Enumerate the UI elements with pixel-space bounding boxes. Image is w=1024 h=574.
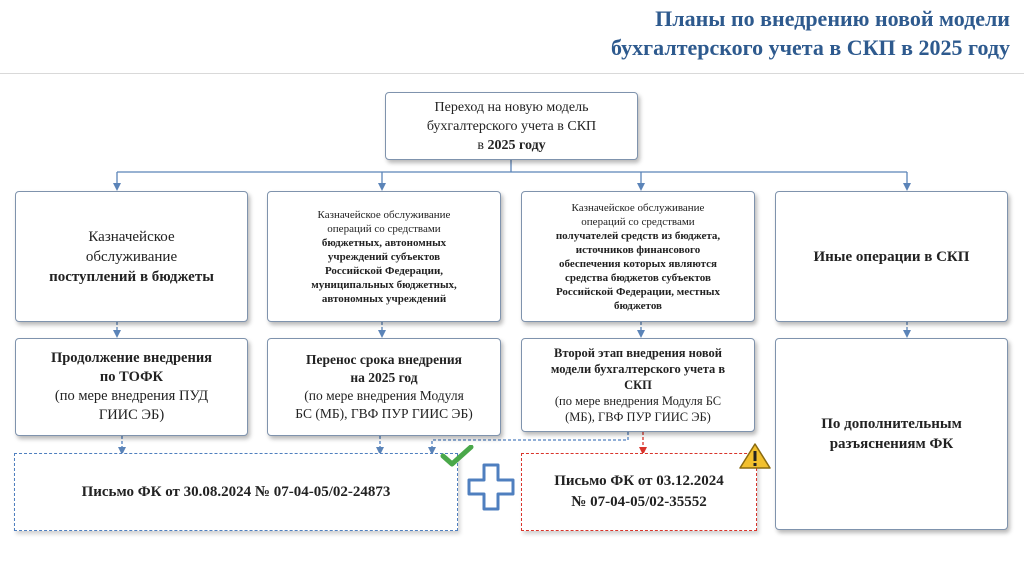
plan4-bold1: По дополнительным bbox=[821, 416, 962, 432]
top-box bbox=[385, 92, 638, 160]
category2-line2: операций со средствами bbox=[327, 222, 441, 235]
top-box-line3-prefix: в bbox=[477, 137, 488, 153]
plan2-line1: (по мере внедрения Модуля bbox=[304, 388, 464, 403]
category3-bold4: средства бюджетов субъектов bbox=[565, 271, 711, 284]
plan1-line1: (по мере внедрения ПУД bbox=[54, 388, 209, 404]
plan1-line2: ГИИС ЭБ) bbox=[98, 407, 165, 423]
category3-bold6: бюджетов bbox=[614, 299, 662, 312]
category-box-budget-institutions bbox=[267, 191, 501, 322]
plan3-line2: (МБ), ГВФ ПУР ГИИС ЭБ) bbox=[565, 410, 711, 424]
plan4-bold2: разъяснениям ФК bbox=[829, 436, 954, 452]
page-title-line2: бухгалтерского учета в СКП в 2025 году bbox=[611, 35, 1010, 60]
category1-line2: обслуживание bbox=[85, 248, 178, 265]
category-box-other-operations bbox=[775, 191, 1008, 322]
plan3-bold1: Второй этап внедрения новой bbox=[554, 346, 722, 360]
category2-bold1: бюджетных, автономных bbox=[321, 236, 447, 249]
category2-bold5: автономных учреждений bbox=[321, 292, 447, 305]
category3-line1: Казначейское обслуживание bbox=[571, 201, 705, 214]
plan3-bold2: модели бухгалтерского учета в bbox=[550, 362, 726, 376]
category2-bold2: учреждений субъектов bbox=[327, 250, 441, 263]
category3-line2: операций со средствами bbox=[581, 215, 695, 228]
plan2-line2: БС (МБ), ГВФ ПУР ГИИС ЭБ) bbox=[295, 406, 473, 421]
plan-box-second-stage bbox=[521, 338, 755, 432]
letter-warning-line2: № 07-04-05/02-35552 bbox=[571, 494, 707, 510]
category-box-budget-recipients bbox=[521, 191, 755, 322]
plus-icon bbox=[466, 462, 516, 512]
category3-bold5: Российской Федерации, местных bbox=[555, 285, 721, 298]
plan3-bold3: СКП bbox=[624, 378, 652, 392]
top-box-line3 bbox=[477, 136, 545, 155]
plan2-bold2: на 2025 год bbox=[350, 370, 418, 385]
top-box-line2: бухгалтерского учета в СКП bbox=[426, 118, 597, 134]
warning-icon bbox=[738, 442, 772, 470]
letter-approved-text: Письмо ФК от 30.08.2024 № 07-04-05/02-24873 bbox=[81, 483, 391, 500]
category4-line1: Иные операции в СКП bbox=[813, 248, 970, 265]
letter-approved-box bbox=[14, 453, 458, 531]
category2-line1: Казначейское обслуживание bbox=[317, 208, 451, 221]
page-title-line1: Планы по внедрению новой модели bbox=[655, 6, 1010, 31]
plan3-line1: (по мере внедрения Модуля БС bbox=[554, 394, 722, 408]
top-box-year: 2025 году bbox=[487, 137, 546, 153]
category3-bold2: источников финансового bbox=[575, 243, 701, 256]
plan1-bold1: Продолжение внедрения bbox=[50, 350, 213, 366]
plan-box-continue-tofk bbox=[15, 338, 248, 436]
plan1-bold2: по ТОФК bbox=[99, 369, 164, 385]
letter-warning-box bbox=[521, 453, 757, 531]
plan2-bold1: Перенос срока внедрения bbox=[306, 352, 462, 367]
category3-bold3: обеспечения которых являются bbox=[559, 257, 717, 270]
top-box-line1: Переход на новую модель bbox=[434, 99, 589, 115]
letter-warning-line1: Письмо ФК от 03.12.2024 bbox=[554, 473, 724, 489]
plan-box-additional-explanations bbox=[775, 338, 1008, 530]
category1-line3: поступлений в бюджеты bbox=[49, 268, 214, 285]
category2-bold4: муниципальных бюджетных, bbox=[311, 278, 457, 291]
category3-bold1: получателей средств из бюджета, bbox=[555, 229, 721, 242]
category1-line1: Казначейское bbox=[88, 228, 175, 245]
plan-box-postpone-2025 bbox=[267, 338, 501, 436]
category2-bold3: Российской Федерации, bbox=[324, 264, 444, 277]
category-box-budget-revenues bbox=[15, 191, 248, 322]
